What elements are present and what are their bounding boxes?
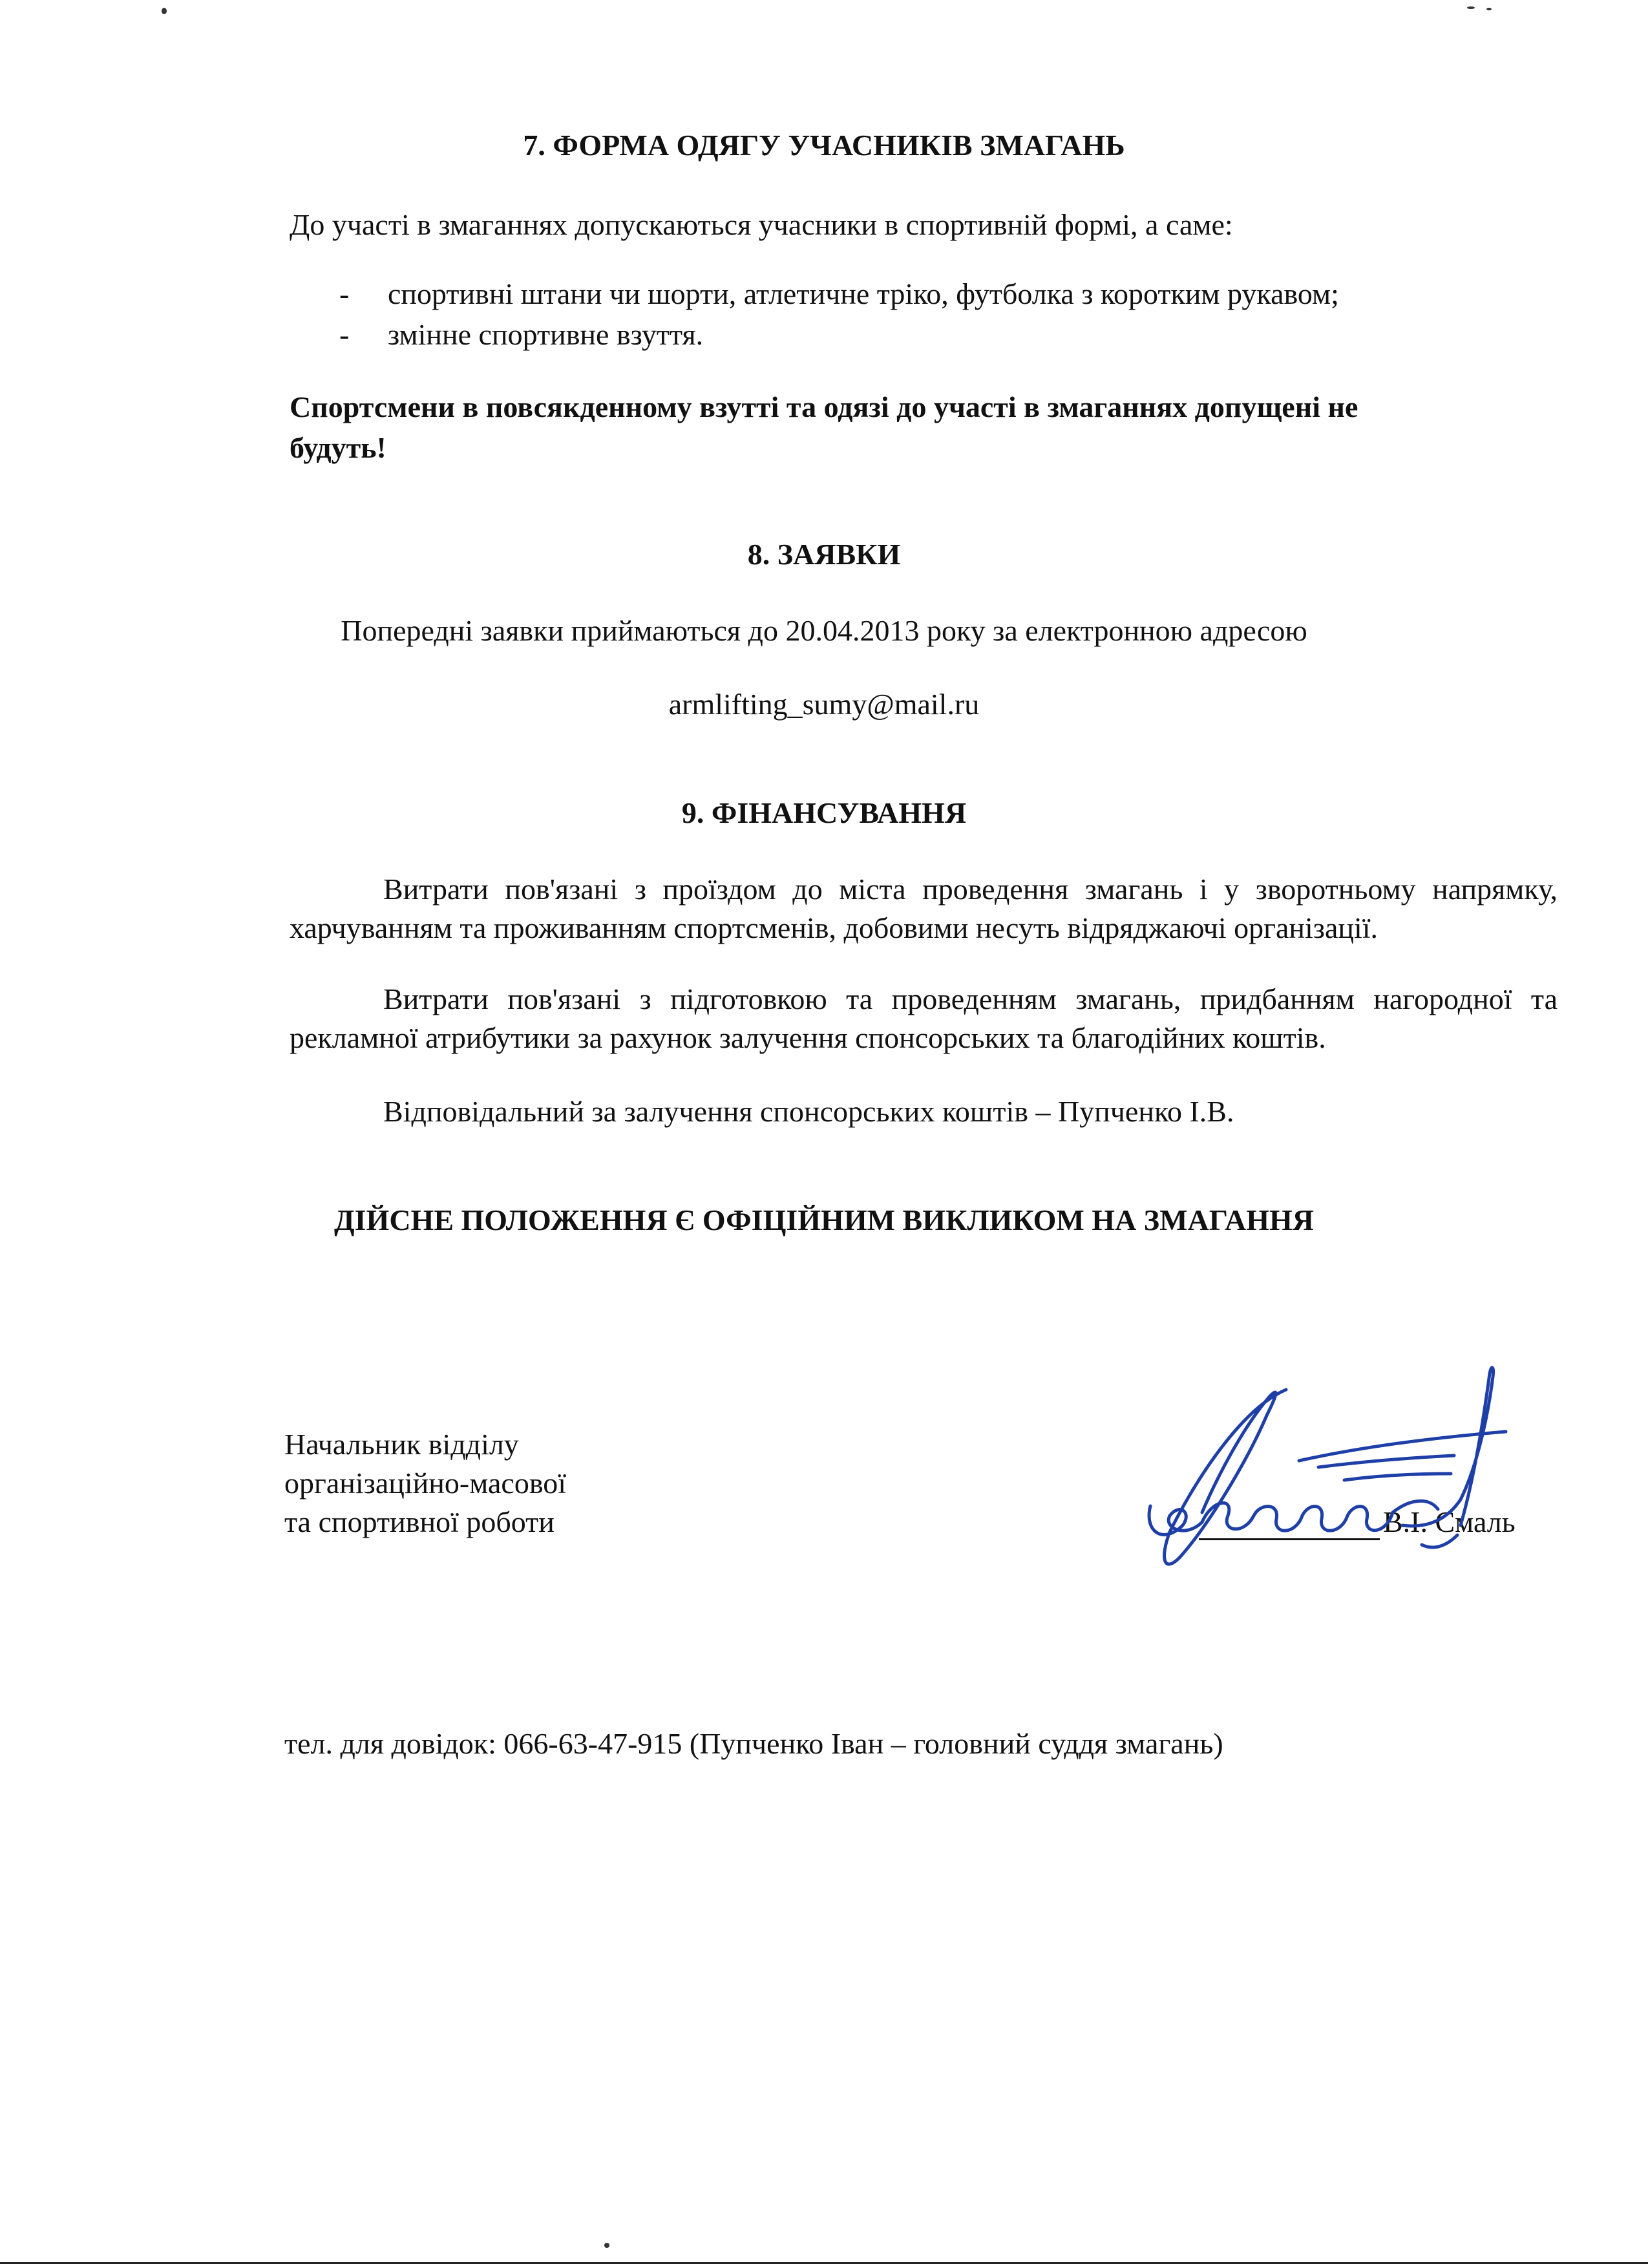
contact-email: armlifting_sumy@mail.ru bbox=[668, 688, 980, 721]
financing-paragraph-2: Витрати пов'язані з підготовкою та проведенням змагань, придбанням нагородної та рекламної атрибутики за рахунок залучення спонсорських та благодійних коштів. bbox=[290, 982, 1558, 1054]
handwritten-signature bbox=[1125, 1351, 1551, 1584]
attire-warning-line-2: будуть! bbox=[290, 431, 386, 464]
scan-speck bbox=[1486, 8, 1492, 10]
section-7-heading: 7. ФОРМА ОДЯГУ УЧАСНИКІВ ЗМАГАНЬ bbox=[523, 129, 1125, 162]
bullet-item bbox=[339, 315, 1503, 354]
signatory-title-line-2: організаційно-масової bbox=[284, 1467, 567, 1500]
applications-text: Попередні заявки приймаються до 20.04.2013 року за електронною адресою bbox=[341, 614, 1307, 647]
section-9-heading: 9. ФІНАНСУВАННЯ bbox=[681, 796, 967, 829]
signatory-title-line-1: Начальник відділу bbox=[284, 1428, 519, 1461]
sponsorship-responsible: Відповідальний за залучення спонсорських коштів – Пупченко І.В. bbox=[383, 1095, 1234, 1128]
signatory-title-line-3: та спортивної роботи bbox=[284, 1505, 555, 1538]
scan-bottom-edge bbox=[0, 2262, 1648, 2264]
scan-speck bbox=[162, 8, 167, 14]
reference-phone: тел. для довідок: 066-63-47-915 (Пупченко Іван – головний суддя змагань) bbox=[284, 1727, 1223, 1760]
bullet-dash: - bbox=[339, 318, 350, 351]
bullet-dash: - bbox=[339, 277, 350, 310]
signatory-name: В.І. Смаль bbox=[1383, 1505, 1516, 1538]
scan-speck bbox=[604, 2243, 609, 2248]
bullet-item bbox=[339, 275, 1503, 313]
official-call: ДІЙСНЕ ПОЛОЖЕННЯ Є ОФІЦІЙНИМ ВИКЛИКОМ НА ЗМАГАННЯ bbox=[334, 1203, 1314, 1236]
financing-paragraph-1: Витрати пов'язані з проїздом до міста проведення змагань і у зворотньому напрямку, харчуванням та проживанням спортсменів, добовими несуть відряджаючі організації. bbox=[290, 873, 1558, 944]
section-8-heading: 8. ЗАЯВКИ bbox=[747, 538, 901, 571]
bullet-text: спортивні штани чи шорти, атлетичне тріко, футболка з коротким рукавом; bbox=[388, 277, 1339, 310]
scan-speck bbox=[1467, 6, 1475, 9]
section-7-intro: До участі в змаганнях допускаються учасники в спортивній формі, а саме: bbox=[290, 208, 1233, 241]
attire-warning-line-1: Спортсмени в повсякденному взутті та одязі до участі в змаганнях допущені не bbox=[290, 390, 1358, 423]
bullet-text: змінне спортивне взуття. bbox=[388, 318, 704, 351]
